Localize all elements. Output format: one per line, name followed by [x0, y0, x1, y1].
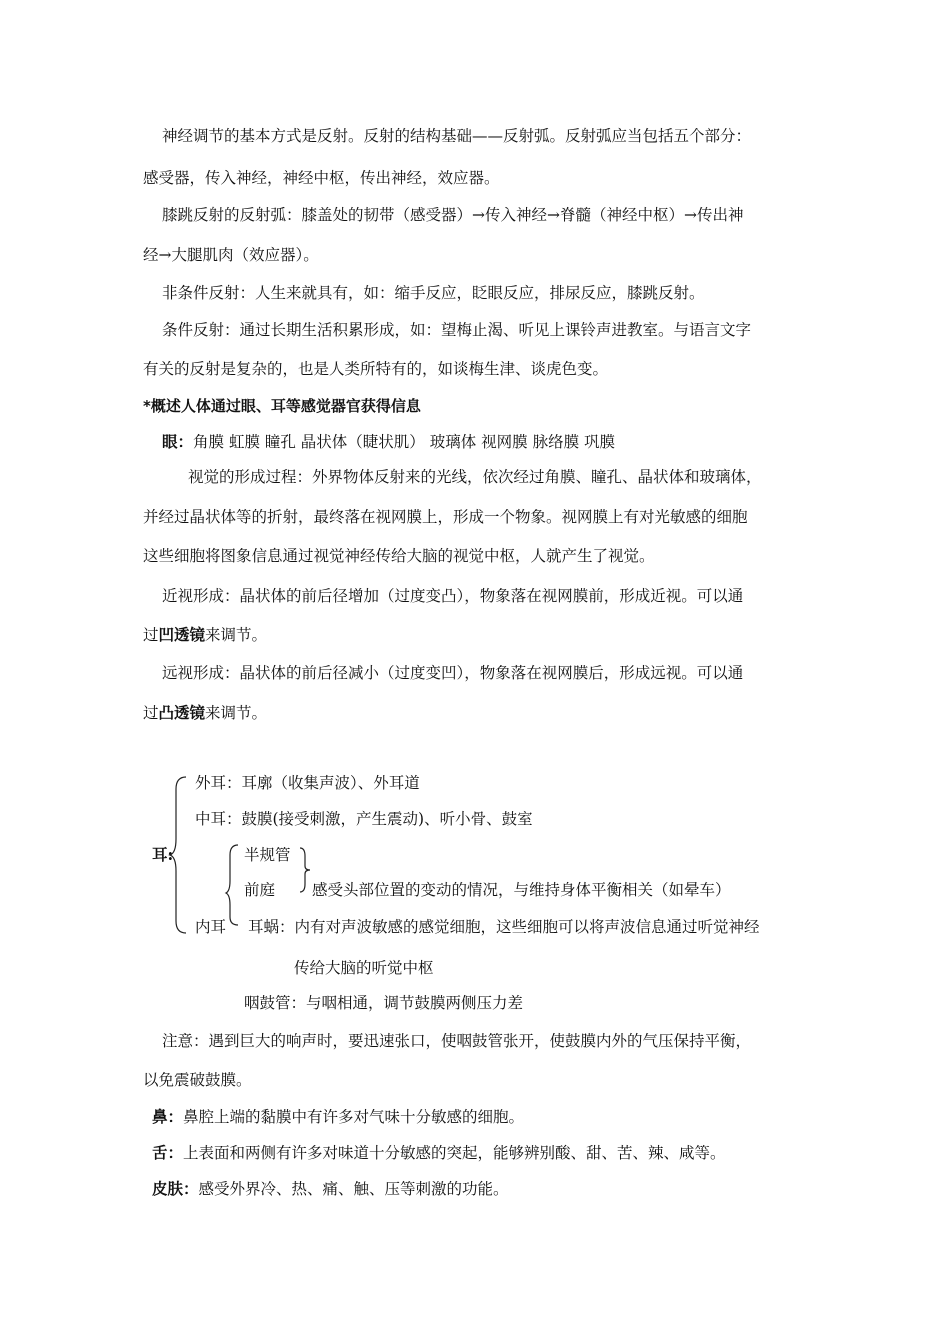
hyperopia-post: 来调节。: [205, 704, 268, 722]
vestibule: 前庭: [244, 881, 276, 899]
myopia-pre: 过: [143, 626, 159, 644]
reflex-paragraph-1-line-2: 感受器，传入神经，神经中枢，传出神经，效应器。: [143, 169, 500, 187]
inner-ear-label: 内耳: [195, 918, 227, 936]
hyperopia-line-2: [143, 703, 267, 723]
vision-formation-line-1: 视觉的形成过程：外界物体反射来的光线，依次经过角膜、瞳孔、晶状体和玻璃体，: [188, 468, 762, 486]
knee-jerk-reflex-line-1: 膝跳反射的反射弧：膝盖处的韧带（感受器）→传入神经→脊髓（神经中枢）→传出神: [162, 206, 744, 224]
eustachian-tube: 咽鼓管：与咽相通，调节鼓膜两侧压力差: [244, 994, 524, 1012]
eye-label: 眼：: [162, 432, 194, 451]
semicircular-canals: 半规管: [244, 846, 291, 864]
reflex-paragraph-1-line-1: 神经调节的基本方式是反射。反射的结构基础——反射弧。反射弧应当包括五个部分：: [162, 127, 752, 145]
middle-ear: 中耳：鼓膜(接受刺激，产生震动)、听小骨、鼓室: [195, 810, 533, 828]
ear-label: 耳:: [152, 845, 174, 864]
vision-formation-line-2: 并经过晶状体等的折射，最终落在视网膜上，形成一个物象。视网膜上有对光敏感的细胞: [143, 508, 748, 526]
tongue-line: [152, 1143, 726, 1163]
tongue-label: 舌：: [152, 1143, 184, 1162]
outer-ear: 外耳：耳廓（收集声波）、外耳道: [195, 774, 420, 792]
myopia-line-1: 近视形成：晶状体的前后径增加（过度变凸），物象落在视网膜前，形成近视。可以通: [162, 587, 744, 605]
eye-parts: 角膜 虹膜 瞳孔 晶状体（睫状肌） 玻璃体 视网膜 脉络膜 巩膜: [193, 433, 616, 451]
tongue-text: 上表面和两侧有许多对味道十分敏感的突起，能够辨别酸、甜、苦、辣、咸等。: [183, 1144, 726, 1162]
concave-lens: 凹透镜: [158, 625, 206, 644]
hyperopia-pre: 过: [143, 704, 159, 722]
balance-description: 感受头部位置的变动的情况，与维持身体平衡相关（如晕车）: [312, 881, 731, 899]
inner-ear-brace: [226, 843, 240, 927]
balance-brace: [300, 846, 312, 894]
senses-section-title: *概述人体通过眼、耳等感觉器官获得信息: [143, 397, 421, 415]
cochlea-line-1: 耳蜗：内有对声波敏感的感觉细胞，这些细胞可以将声波信息通过听觉神经: [248, 918, 760, 936]
nose-label: 鼻：: [152, 1107, 184, 1126]
ear-main-brace: [170, 775, 190, 935]
ear-note-line-2: 以免震破鼓膜。: [143, 1071, 252, 1089]
skin-label: 皮肤：: [152, 1179, 199, 1198]
myopia-post: 来调节。: [205, 626, 268, 644]
vision-formation-line-3: 这些细胞将图象信息通过视觉神经传给大脑的视觉中枢，人就产生了视觉。: [143, 547, 655, 565]
skin-text: 感受外界冷、热、痛、触、压等刺激的功能。: [198, 1180, 509, 1198]
myopia-line-2: [143, 625, 267, 645]
convex-lens: 凸透镜: [158, 703, 206, 722]
ear-note-line-1: 注意：遇到巨大的响声时，要迅速张口，使咽鼓管张开，使鼓膜内外的气压保持平衡，: [162, 1032, 752, 1050]
skin-line: [152, 1179, 509, 1199]
hyperopia-line-1: 远视形成：晶状体的前后径减小（过度变凹），物象落在视网膜后，形成远视。可以通: [162, 664, 744, 682]
conditioned-reflex-line-2: 有关的反射是复杂的，也是人类所特有的，如谈梅生津、谈虎色变。: [143, 360, 609, 378]
nose-text: 鼻腔上端的黏膜中有许多对气味十分敏感的细胞。: [183, 1108, 525, 1126]
conditioned-reflex-line-1: 条件反射：通过长期生活积累形成，如：望梅止渴、听见上课铃声进教室。与语言文字: [162, 321, 752, 339]
cochlea-line-2: 传给大脑的听觉中枢: [294, 959, 434, 977]
eye-parts-line: [162, 432, 615, 452]
unconditioned-reflex: 非条件反射：人生来就具有，如：缩手反应，眨眼反应，排尿反应，膝跳反射。: [162, 284, 705, 302]
nose-line: [152, 1107, 524, 1127]
knee-jerk-reflex-line-2: 经→大腿肌肉（效应器）。: [143, 246, 319, 264]
